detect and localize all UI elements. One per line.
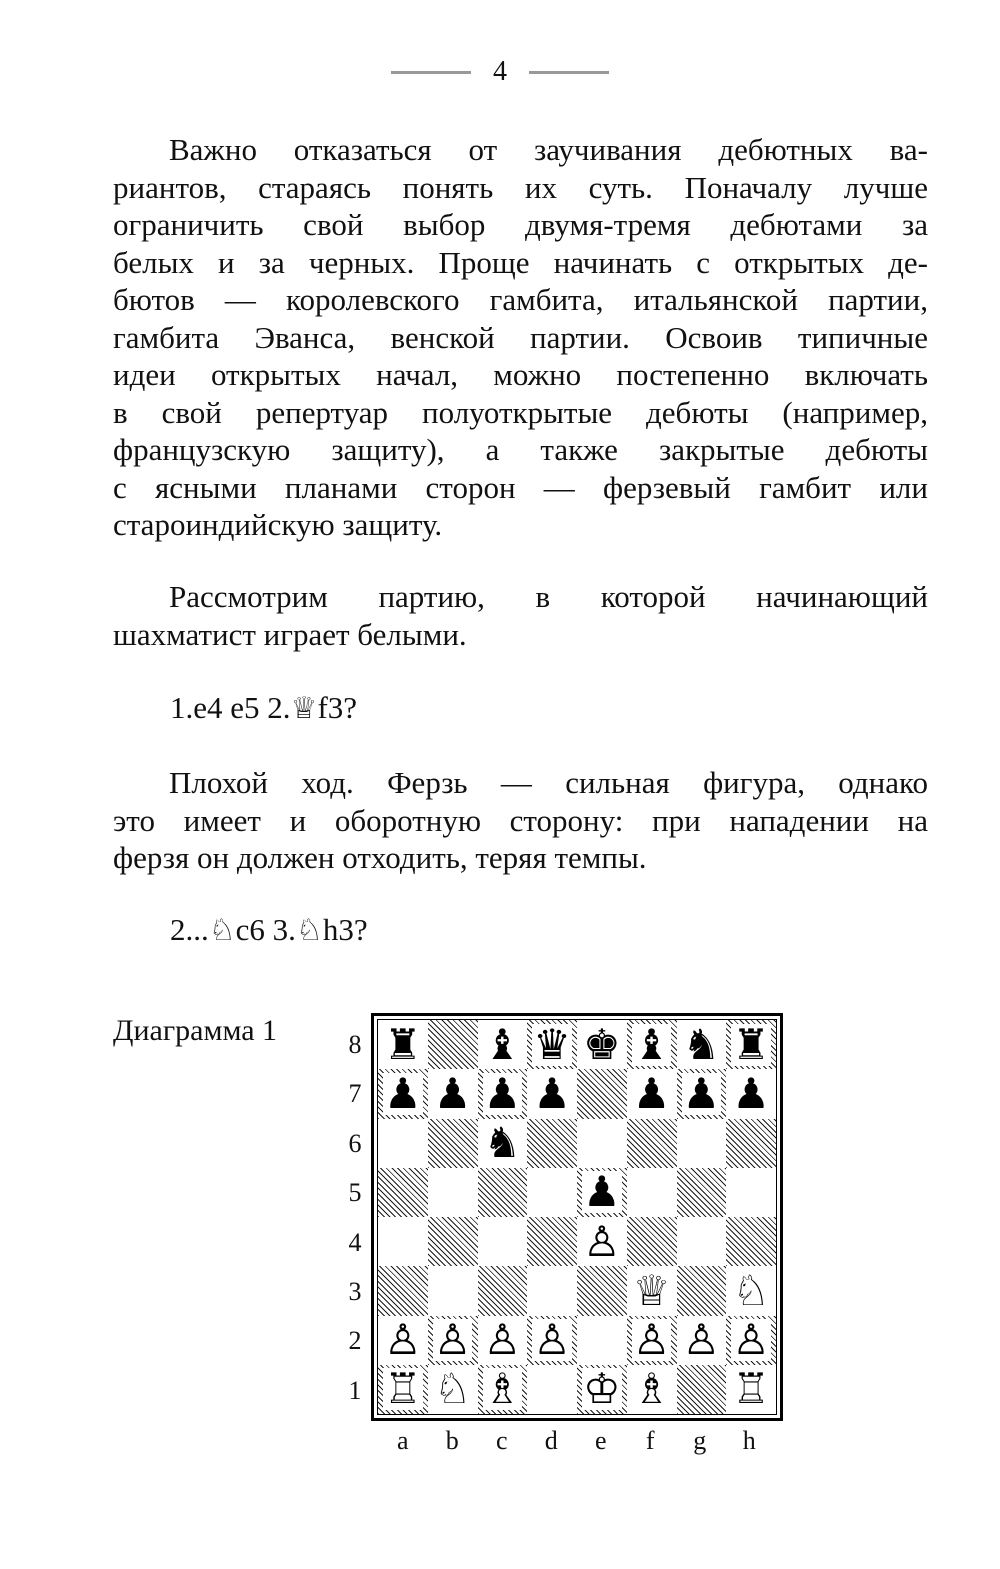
black-pawn-icon: ♟ — [433, 1068, 472, 1118]
paragraph-line: шахматист играет белыми. — [113, 616, 467, 652]
square-b3 — [428, 1266, 478, 1315]
square-c8 — [478, 1020, 528, 1069]
rank-label: 1 — [348, 1375, 362, 1405]
rank-label: 4 — [348, 1227, 362, 1257]
square-c5 — [478, 1168, 528, 1217]
paragraph-line: Важно отказаться от заучивания дебютных ва- — [169, 132, 928, 167]
black-pawn-icon: ♟ — [682, 1068, 721, 1118]
square-h7 — [726, 1069, 776, 1118]
paragraph-line: идеи открытых начал, можно постепенно включать — [113, 357, 928, 392]
knight-icon: ♘ — [208, 913, 236, 948]
black-pawn-icon: ♟ — [384, 1068, 422, 1118]
square-f7 — [627, 1069, 677, 1118]
file-label: d — [544, 1426, 558, 1455]
square-h2 — [726, 1316, 776, 1365]
black-rook-icon: ♜ — [732, 1019, 770, 1069]
paragraph-line: риантов, стараясь понять их суть. Поначалу лучше — [113, 169, 928, 205]
square-d8 — [527, 1020, 577, 1069]
move-text: 2... — [170, 912, 209, 947]
paragraph-line: Плохой ход. Ферзь — сильная фигура, однако — [169, 765, 928, 800]
page-header — [0, 52, 1000, 92]
board-grid — [377, 1019, 777, 1415]
square-a2 — [378, 1316, 428, 1365]
square-h4 — [726, 1217, 776, 1266]
black-pawn-icon: ♟ — [483, 1068, 522, 1118]
square-d3 — [527, 1266, 577, 1315]
paragraph-line: в свой репертуар полуоткрытые дебюты (например, — [113, 394, 928, 430]
square-g6 — [677, 1119, 727, 1168]
white-bishop-icon: ♗ — [632, 1364, 671, 1414]
square-f5 — [627, 1168, 677, 1217]
square-f1 — [627, 1365, 677, 1414]
square-a8 — [378, 1020, 428, 1069]
square-g2 — [677, 1316, 727, 1365]
white-pawn-icon: ♙ — [483, 1315, 522, 1365]
square-e7 — [577, 1069, 627, 1118]
square-d2 — [527, 1316, 577, 1365]
square-c4 — [478, 1217, 528, 1266]
white-knight-icon: ♘ — [433, 1364, 472, 1414]
square-e2 — [577, 1316, 627, 1365]
paragraph-1 — [113, 131, 928, 544]
white-pawn-icon: ♙ — [583, 1216, 621, 1266]
paragraph-line: это имеет и оборотную сторону: при нападении на — [113, 802, 928, 838]
white-pawn-icon: ♙ — [433, 1315, 472, 1365]
move-line-1 — [170, 689, 357, 727]
paragraph-line: староиндийскую защиту. — [113, 507, 443, 542]
square-g7 — [677, 1069, 727, 1118]
square-b5 — [428, 1168, 478, 1217]
rank-label: 2 — [348, 1326, 362, 1356]
paragraph-line: бютов — королевского гамбита, итальянской партии, — [113, 282, 928, 317]
square-g1 — [677, 1365, 727, 1414]
square-f4 — [627, 1217, 677, 1266]
square-g8 — [677, 1020, 727, 1069]
square-h6 — [726, 1119, 776, 1168]
black-pawn-icon: ♟ — [533, 1068, 571, 1118]
paragraph-line: ограничить свой выбор двумя-тремя дебютами за — [113, 207, 928, 242]
black-knight-icon: ♞ — [483, 1118, 522, 1168]
black-bishop-icon: ♝ — [632, 1019, 671, 1069]
move-text: c6 3. — [235, 912, 296, 947]
black-queen-icon: ♛ — [533, 1019, 571, 1069]
paragraph-line: гамбита Эванса, венской партии. Освоив типичные — [113, 319, 928, 355]
square-b6 — [428, 1119, 478, 1168]
square-h3 — [726, 1266, 776, 1315]
white-knight-icon: ♘ — [732, 1265, 770, 1315]
rank-label: 6 — [348, 1128, 362, 1158]
square-e3 — [577, 1266, 627, 1315]
move-text: 1.e4 e5 2. — [170, 690, 291, 725]
paragraph-3 — [113, 764, 928, 877]
rank-label: 5 — [348, 1178, 362, 1208]
black-king-icon: ♚ — [583, 1019, 621, 1069]
black-pawn-icon: ♟ — [583, 1167, 621, 1217]
black-bishop-icon: ♝ — [483, 1019, 522, 1069]
diagram-label: Диаграмма 1 — [113, 1014, 278, 1047]
page-number: 4 — [493, 56, 507, 87]
square-b8 — [428, 1020, 478, 1069]
square-h8 — [726, 1020, 776, 1069]
square-e1 — [577, 1365, 627, 1414]
file-label: b — [445, 1426, 459, 1455]
white-bishop-icon: ♗ — [483, 1364, 522, 1414]
file-label: a — [396, 1426, 409, 1455]
paragraph-line: Рассмотрим партию, в которой начинающий — [169, 579, 928, 614]
square-b2 — [428, 1316, 478, 1365]
square-a6 — [378, 1119, 428, 1168]
square-h1 — [726, 1365, 776, 1414]
white-rook-icon: ♖ — [384, 1364, 422, 1414]
square-d5 — [527, 1168, 577, 1217]
rank-label: 8 — [348, 1030, 362, 1059]
white-pawn-icon: ♙ — [533, 1315, 571, 1365]
knight-icon: ♘ — [295, 913, 323, 948]
white-king-icon: ♔ — [583, 1364, 621, 1414]
square-c1 — [478, 1365, 528, 1414]
square-a3 — [378, 1266, 428, 1315]
square-b1 — [428, 1365, 478, 1414]
square-d6 — [527, 1119, 577, 1168]
paragraph-line: белых и за черных. Проще начинать с открытых де- — [113, 244, 928, 280]
white-queen-icon: ♕ — [632, 1265, 671, 1315]
white-rook-icon: ♖ — [732, 1364, 770, 1414]
square-a1 — [378, 1365, 428, 1414]
square-f6 — [627, 1119, 677, 1168]
paragraph-line: французскую защиту), а также закрытые дебюты — [113, 432, 928, 467]
paragraph-line: ферзя он должен отходить, теряя темпы. — [113, 840, 647, 875]
square-c6 — [478, 1119, 528, 1168]
square-d7 — [527, 1069, 577, 1118]
black-pawn-icon: ♟ — [632, 1068, 671, 1118]
square-a5 — [378, 1168, 428, 1217]
move-text: h3? — [322, 912, 368, 947]
move-line-2 — [170, 911, 368, 949]
rank-label: 7 — [348, 1079, 362, 1109]
square-e8 — [577, 1020, 627, 1069]
square-f2 — [627, 1316, 677, 1365]
chess-board — [371, 1013, 783, 1421]
black-knight-icon: ♞ — [682, 1019, 721, 1069]
square-f3 — [627, 1266, 677, 1315]
square-a7 — [378, 1069, 428, 1118]
square-g5 — [677, 1168, 727, 1217]
square-g4 — [677, 1217, 727, 1266]
white-pawn-icon: ♙ — [384, 1315, 422, 1365]
file-label: f — [645, 1426, 655, 1455]
header-rule-right — [529, 71, 609, 74]
white-pawn-icon: ♙ — [632, 1315, 671, 1365]
square-e4 — [577, 1217, 627, 1266]
black-pawn-icon: ♟ — [732, 1068, 770, 1118]
file-label: g — [693, 1426, 707, 1455]
paragraph-2 — [113, 578, 928, 653]
queen-icon: ♕ — [290, 691, 318, 726]
file-label: c — [495, 1426, 508, 1455]
move-text: f3? — [317, 690, 358, 725]
black-rook-icon: ♜ — [384, 1019, 422, 1069]
rank-label: 3 — [348, 1277, 362, 1306]
square-c3 — [478, 1266, 528, 1315]
white-pawn-icon: ♙ — [682, 1315, 721, 1365]
square-d4 — [527, 1217, 577, 1266]
square-d1 — [527, 1365, 577, 1414]
square-a4 — [378, 1217, 428, 1266]
square-e6 — [577, 1119, 627, 1168]
square-f8 — [627, 1020, 677, 1069]
white-pawn-icon: ♙ — [732, 1315, 770, 1365]
file-label: e — [594, 1426, 607, 1455]
paragraph-line: с ясными планами сторон — ферзевый гамбит или — [113, 469, 928, 505]
square-c7 — [478, 1069, 528, 1118]
square-h5 — [726, 1168, 776, 1217]
square-b7 — [428, 1069, 478, 1118]
header-rule-left — [391, 71, 471, 74]
square-c2 — [478, 1316, 528, 1365]
square-e5 — [577, 1168, 627, 1217]
square-g3 — [677, 1266, 727, 1315]
square-b4 — [428, 1217, 478, 1266]
file-label: h — [742, 1426, 756, 1455]
